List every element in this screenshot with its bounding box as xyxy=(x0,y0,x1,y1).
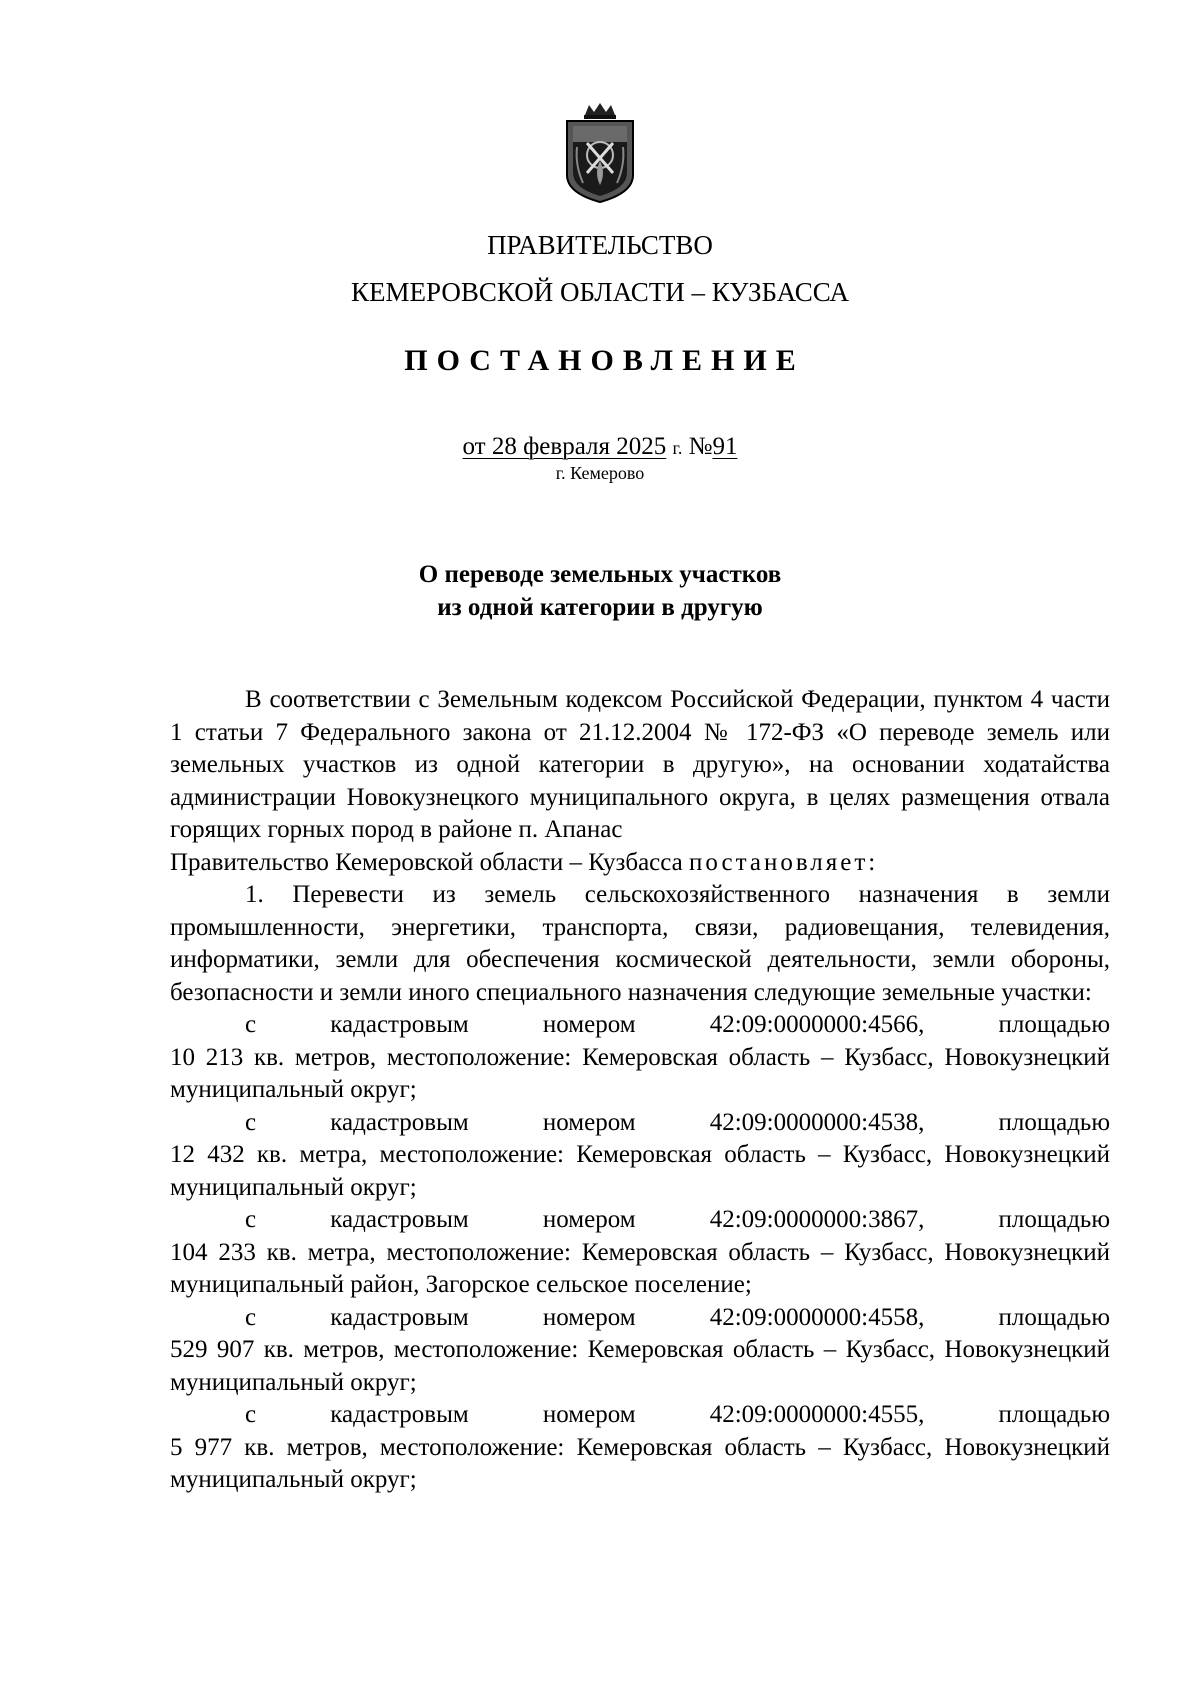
parcel-word: кадастровым xyxy=(330,1108,469,1136)
decree-subject xyxy=(0,558,1200,624)
decree-number: 91 xyxy=(712,433,738,460)
parcel-word: номером xyxy=(542,1401,636,1428)
resolves-prefix: Правительство Кемеровской области – Кузбасса xyxy=(170,848,683,876)
cadastral-number: 42:09:0000000:3867, xyxy=(709,1206,925,1233)
parcel-word: номером xyxy=(542,1108,636,1136)
parcel-first-line xyxy=(170,1107,1110,1140)
parcel-word: с xyxy=(245,1303,257,1331)
item-1: 1. Перевести из земель сельскохозяйственного назначения в земли промышленности, энергетики, транспорта, связи, радиовещания, телевидения, информатики, земли для обеспечения космической деятельности, земли обороны, безопасности и земли иного специального назначения следующие земельные участки: xyxy=(170,881,1110,1006)
parcel-word: площадью xyxy=(998,1303,1110,1331)
parcel-details: 104 233 кв. метра, местоположение: Кемеровская область – Кузбасс, Новокузнецкий муниципальный район, Загорское сельское поселение; xyxy=(170,1238,1110,1298)
cadastral-number: 42:09:0000000:4538, xyxy=(709,1108,925,1136)
parcel-word: с xyxy=(245,1108,257,1136)
cadastral-number: 42:09:0000000:4555, xyxy=(709,1401,925,1428)
parcel-details: 12 432 кв. метра, местоположение: Кемеровская область – Кузбасс, Новокузнецкий муниципальный округ; xyxy=(170,1141,1110,1201)
parcel-details: 529 907 кв. метров, местоположение: Кемеровская область – Кузбасс, Новокузнецкий муниципальный округ; xyxy=(170,1336,1110,1396)
decree-body xyxy=(170,684,1110,1497)
parcel-first-line xyxy=(170,1204,1110,1237)
parcel-word: с xyxy=(245,1206,257,1233)
parcel-first-line xyxy=(170,1009,1110,1042)
parcel-item xyxy=(170,1009,1110,1107)
resolves-line xyxy=(170,847,1110,880)
parcel-details: 5 977 кв. метров, местоположение: Кемеровская область – Кузбасс, Новокузнецкий муниципальный округ; xyxy=(170,1433,1110,1493)
parcel-word: с xyxy=(245,1401,257,1428)
subject-line2: из одной категории в другую xyxy=(437,594,763,621)
parcel-word: площадью xyxy=(998,1206,1110,1233)
issuing-city: г. Кемерово xyxy=(555,463,645,483)
date-number-line xyxy=(0,434,1200,459)
parcel-first-line xyxy=(170,1302,1110,1335)
parcel-word: с xyxy=(245,1011,257,1038)
government-title-line2: КЕМЕРОВСКОЙ ОБЛАСТИ – КУЗБАССА xyxy=(351,277,849,307)
parcel-word: площадью xyxy=(998,1108,1110,1136)
parcel-word: номером xyxy=(542,1011,636,1038)
year-suffix: г. xyxy=(672,438,683,458)
decree-date: от 28 февраля 2025 xyxy=(462,433,667,460)
coat-of-arms-icon xyxy=(563,103,637,203)
parcel-word: кадастровым xyxy=(330,1303,469,1331)
parcel-item xyxy=(170,1204,1110,1302)
parcel-word: площадью xyxy=(998,1011,1110,1038)
parcel-word: кадастровым xyxy=(330,1011,469,1038)
government-title-line1: ПРАВИТЕЛЬСТВО xyxy=(487,230,713,260)
cadastral-number: 42:09:0000000:4558, xyxy=(709,1303,925,1331)
cadastral-number: 42:09:0000000:4566, xyxy=(709,1011,925,1038)
parcel-item xyxy=(170,1107,1110,1205)
parcel-details: 10 213 кв. метров, местоположение: Кемеровская область – Кузбасс, Новокузнецкий муниципальный округ; xyxy=(170,1043,1110,1103)
parcel-list xyxy=(170,1009,1110,1497)
parcel-item xyxy=(170,1302,1110,1400)
resolves-word: постановляет: xyxy=(689,848,879,876)
parcel-word: площадью xyxy=(998,1401,1110,1428)
subject-line1: О переводе земельных участков xyxy=(418,561,782,588)
parcel-first-line xyxy=(170,1399,1110,1432)
parcel-word: номером xyxy=(542,1303,636,1331)
number-prefix: № xyxy=(688,433,713,460)
parcel-word: номером xyxy=(542,1206,636,1233)
parcel-word: кадастровым xyxy=(330,1401,469,1428)
preamble: В соответствии с Земельным кодексом Российской Федерации, пунктом 4 части 1 статьи 7 Федерального закона от 21.12.2004 № 172-ФЗ «О переводе земель или земельных участков из одной категории в другую», на основании ходатайства администрации Новокузнецкого муниципального округа, в целях размещения отвала горящих горных пород в районе п. Апанас xyxy=(170,686,1110,843)
parcel-item xyxy=(170,1399,1110,1497)
document-type: ПОСТАНОВЛЕНИЕ xyxy=(404,344,805,377)
parcel-word: кадастровым xyxy=(330,1206,469,1233)
